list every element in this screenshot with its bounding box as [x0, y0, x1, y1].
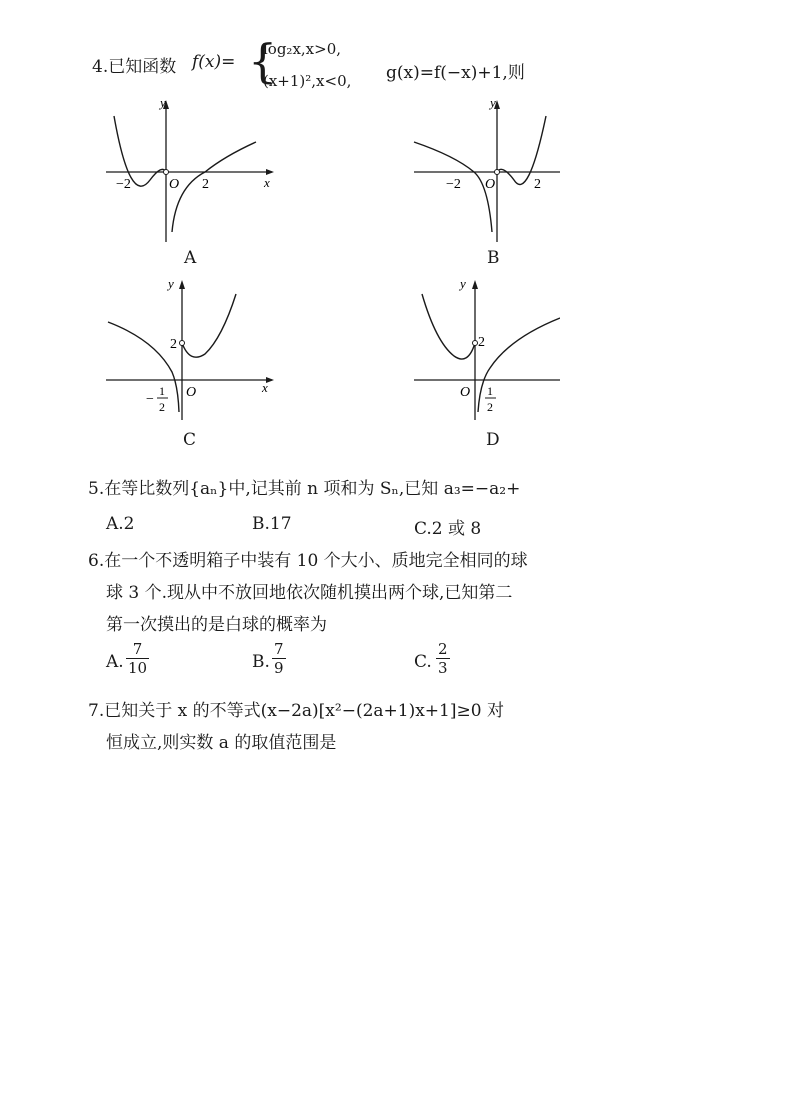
q5-stem: 5.在等比数列{aₙ}中,记其前 n 项和为 Sₙ,已知 a₃=−a₂+ [88, 479, 521, 499]
q6-line-2: 球 3 个.现从中不放回地依次随机摸出两个球,已知第二 [106, 583, 513, 603]
q7-line-1: 7.已知关于 x 的不等式(x−2a)[x²−(2a+1)x+1]≥0 对 [88, 701, 504, 721]
graph-a-tick-neg2: −2 [116, 177, 131, 192]
q6-option-b-label: B. [252, 652, 270, 672]
q6-option-a-num: 7 [132, 640, 143, 658]
graph-a-x-label: x [264, 175, 270, 190]
q4-stem-prefix: 4.已知函数 [92, 57, 177, 77]
graph-a-log-curve [172, 142, 256, 232]
q4-brace: { [248, 34, 278, 88]
graph-b-tick-2: 2 [534, 177, 541, 192]
graph-c-open-point [180, 341, 185, 346]
q6-option-a-label: A. [106, 652, 124, 672]
graph-a-origin: O [169, 177, 180, 192]
graph-c [100, 272, 290, 432]
graph-a [100, 92, 290, 272]
graph-b-open-point [495, 170, 500, 175]
graph-a-label: A [184, 248, 197, 268]
q7-line-2: 恒成立,则实数 a 的取值范围是 [106, 733, 337, 753]
q4-fx: f(x)= [192, 52, 236, 72]
graph-a-parabola [114, 116, 166, 186]
q5-option-c: C.2 或 8 [414, 519, 482, 539]
q5-option-a: A.2 [106, 514, 135, 534]
graph-d-half-den: 2 [487, 400, 493, 414]
q6-option-b-den: 9 [274, 659, 284, 677]
graph-b-origin: O [485, 177, 496, 192]
q5-option-b: B.17 [252, 514, 292, 534]
q6-option-c-num: 2 [438, 640, 448, 658]
graph-d-open-point [473, 341, 478, 346]
graph-c-tick-2: 2 [170, 337, 177, 352]
q6-option-b-fraction [272, 640, 286, 677]
q6-option-a-fraction [126, 640, 149, 677]
q6-option-c-fraction [436, 640, 450, 677]
q4-piece-2: (x+1)²,x<0, [263, 72, 352, 90]
graph-b-label: B [487, 248, 500, 268]
q6-option-a-den: 10 [128, 659, 148, 677]
graph-d-y-arrow [472, 280, 478, 289]
graph-c-x-label: x [262, 380, 268, 395]
graph-b [410, 92, 560, 272]
q6-option-c-label: C. [414, 652, 432, 672]
graph-d [410, 272, 560, 432]
q4-piece-1: log₂x,x>0, [263, 40, 342, 58]
graph-d-half-num: 1 [487, 384, 493, 398]
q6-line-3: 第一次摸出的是白球的概率为 [106, 615, 327, 635]
q6-option-b-num: 7 [274, 640, 284, 658]
graph-c-parabola [182, 294, 236, 357]
graph-a-tick-2: 2 [202, 177, 209, 192]
graph-d-label: D [486, 430, 500, 450]
graph-b-y-label: y [490, 95, 496, 110]
graph-c-minus: − [146, 392, 154, 407]
graph-b-tick-neg2: −2 [446, 177, 461, 192]
graph-c-log-curve [108, 322, 179, 412]
graph-c-y-arrow [179, 280, 185, 289]
graph-a-y-label: y [160, 95, 166, 110]
graph-c-origin: O [186, 385, 197, 400]
graph-d-origin: O [460, 385, 471, 400]
graph-c-half-den: 2 [159, 400, 165, 414]
q6-line-1: 6.在一个不透明箱子中装有 10 个大小、质地完全相同的球 [88, 551, 528, 571]
graph-d-tick-2: 2 [478, 335, 485, 350]
graph-d-y-label: y [460, 276, 466, 291]
graph-a-open-point [164, 170, 169, 175]
q4-gx: g(x)=f(−x)+1,则 [386, 63, 525, 83]
graph-c-label: C [183, 430, 197, 450]
graph-d-parabola [422, 294, 475, 359]
graph-b-parabola [497, 116, 546, 184]
graph-c-half-num: 1 [159, 384, 165, 398]
q6-option-c-den: 3 [438, 659, 448, 677]
graph-c-y-label: y [168, 276, 174, 291]
